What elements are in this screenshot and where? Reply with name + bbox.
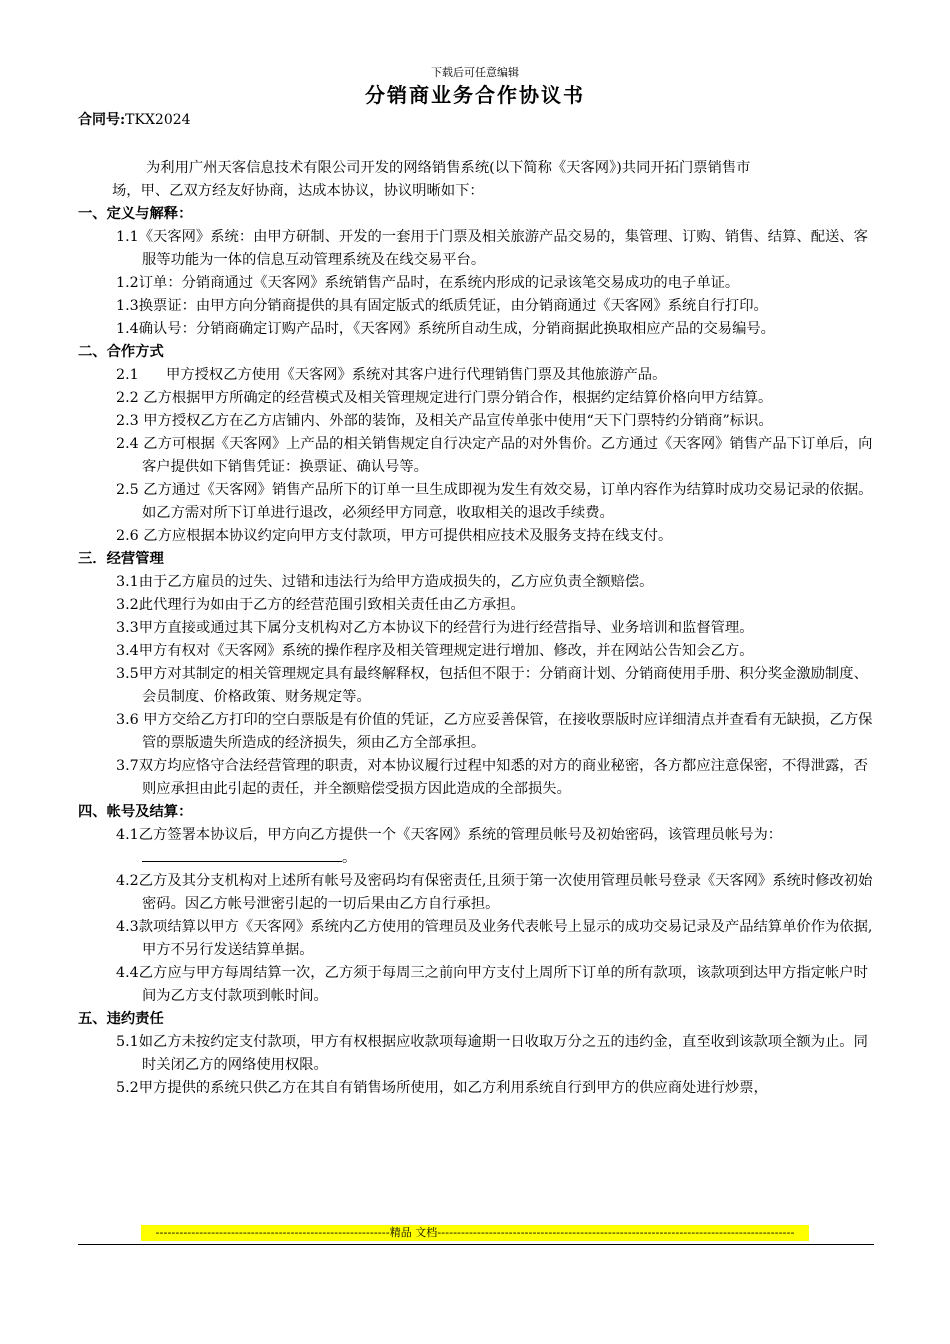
clause-number: 2.4 xyxy=(116,436,139,452)
clause xyxy=(78,916,878,962)
clause-text: 甲方交给乙方打印的空白票版是有价值的凭证，乙方应妥善保管，在接收票版时应详细清点并查看有无缺损，乙方保管的票版遗失所造成的经济损失，须由乙方全部承担。 xyxy=(138,712,873,751)
intro-paragraph xyxy=(78,157,878,203)
page-note: 下载后可任意编辑 xyxy=(431,66,519,79)
account-blank-line xyxy=(142,847,342,862)
clause-number: 1.1 xyxy=(116,229,139,245)
clause xyxy=(78,640,878,663)
section-heading: 四、帐号及结算： xyxy=(78,804,193,820)
clause-text: 甲方直接或通过其下属分支机构对乙方本协议下的经营行为进行经营指导、业务培训和监督管理。 xyxy=(138,620,754,636)
clause-number: 3.2 xyxy=(116,597,139,613)
clause-text: 换票证：由甲方向分销商提供的具有固定版式的纸质凭证，由分销商通过《天客网》系统自行打印。 xyxy=(138,298,768,314)
clause-text: 甲方对其制定的相关管理规定具有最终解释权，包括但不限于：分销商计划、分销商使用手册、积分奖金激励制度、会员制度、价格政策、财务规定等。 xyxy=(138,666,868,705)
clause-text: 《天客网》系统：由甲方研制、开发的一套用于门票及相关旅游产品交易的，集管理、订购、销售、结算、配送、客服等功能为一体的信息互动管理系统及在线交易平台。 xyxy=(138,229,868,268)
clause xyxy=(78,364,878,387)
clause-number: 3.5 xyxy=(116,666,139,682)
clause-number: 3.6 xyxy=(116,712,139,728)
intro-line-2: 场，甲、乙双方经友好协商，达成本协议，协议明晰如下： xyxy=(112,183,484,199)
clause xyxy=(78,272,878,295)
clause xyxy=(78,479,878,525)
clause xyxy=(78,295,878,318)
clause-number: 2.1 xyxy=(116,367,139,383)
clause-text: 乙方及其分支机构对上述所有帐号及密码均有保密责任,且须于第一次使用管理员帐号登录《天客网》系统时修改初始密码。因乙方帐号泄密引起的一切后果由乙方自行承担。 xyxy=(138,873,873,912)
clause-number: 2.3 xyxy=(116,413,139,429)
clause-text: 确认号：分销商确定订购产品时，《天客网》系统所自动生成，分销商据此换取相应产品的交易编号。 xyxy=(138,321,775,337)
clause-text: 订单：分销商通过《天客网》系统销售产品时，在系统内形成的记录该笔交易成功的电子单证。 xyxy=(138,275,740,291)
clause-number: 4.4 xyxy=(116,965,139,981)
clause-text: 此代理行为如由于乙方的经营范围引致相关责任由乙方承担。 xyxy=(138,597,525,613)
clause xyxy=(78,962,878,1008)
clause xyxy=(78,709,878,755)
clause-number: 1.3 xyxy=(116,298,139,314)
contract-number-value: TKX2024 xyxy=(125,112,191,128)
section-heading: 五、违约责任 xyxy=(78,1011,164,1027)
clause-number: 4.2 xyxy=(116,873,139,889)
clause xyxy=(78,410,878,433)
clause xyxy=(78,318,878,341)
clause-number: 4.3 xyxy=(116,919,139,935)
section-heading: 二、合作方式 xyxy=(78,344,164,360)
clause xyxy=(78,870,878,916)
clause xyxy=(78,387,878,410)
clause xyxy=(78,226,878,272)
clause xyxy=(78,617,878,640)
intro-line-1: 为利用广州天客信息技术有限公司开发的网络销售系统(以下简称《天客网》)共同开拓门票销售市 xyxy=(146,160,751,176)
clause xyxy=(78,571,878,594)
clause-number: 3.3 xyxy=(116,620,139,636)
clause xyxy=(78,1031,878,1077)
document-body xyxy=(78,157,878,1100)
clause-text: 甲方授权乙方在乙方店铺内、外部的装饰，及相关产品宣传单张中使用“天下门票特约分销商”标识。 xyxy=(138,413,773,429)
clause xyxy=(78,663,878,709)
clause xyxy=(78,525,878,548)
clause xyxy=(78,594,878,617)
clause xyxy=(78,755,878,801)
clause-text: 双方均应恪守合法经营管理的职责，对本协议履行过程中知悉的对方的商业秘密，各方都应注意保密，不得泄露，否则应承担由此引起的责任，并全额赔偿受损方因此造成的全部损失。 xyxy=(138,758,868,797)
contract-number-label: 合同号: xyxy=(78,112,126,128)
clause-number: 2.5 xyxy=(116,482,139,498)
clause-number: 3.1 xyxy=(116,574,139,590)
clause-number: 3.4 xyxy=(116,643,139,659)
section-heading: 一、定义与解释： xyxy=(78,206,193,222)
clause xyxy=(78,433,878,479)
clause-number: 1.2 xyxy=(116,275,139,291)
clause-text: 甲方提供的系统只供乙方在其自有销售场所使用，如乙方利用系统自行到甲方的供应商处进行炒票， xyxy=(138,1080,768,1096)
clause-text: 甲方有权对《天客网》系统的操作程序及相关管理规定进行增加、修改，并在网站公告知会乙方。 xyxy=(138,643,754,659)
clause-text: 甲方授权乙方使用《天客网》系统对其客户进行代理销售门票及其他旅游产品。 xyxy=(138,367,667,383)
contract-number xyxy=(78,110,191,130)
clause xyxy=(78,824,878,870)
clause-text: 乙方应根据本协议约定向甲方支付款项，甲方可提供相应技术及服务支持在线支付。 xyxy=(138,528,673,544)
clause xyxy=(78,1077,878,1100)
clause-text: 乙方签署本协议后，甲方向乙方提供一个《天客网》系统的管理员帐号及初始密码，该管理员帐号为： xyxy=(138,827,783,843)
footer-watermark-band: -----------------------------------------------------------精品 文档------------------------------------------------------------------------------------------ xyxy=(141,1225,809,1241)
footer-divider xyxy=(78,1244,874,1245)
clause-text: 由于乙方雇员的过失、过错和违法行为给甲方造成损失的，乙方应负责全额赔偿。 xyxy=(138,574,654,590)
clause-text: 款项结算以甲方《天客网》系统内乙方使用的管理员及业务代表帐号上显示的成功交易记录及产品结算单价作为依据,甲方不另行发送结算单据。 xyxy=(138,919,873,958)
clause-number: 2.2 xyxy=(116,390,139,406)
clause-number: 4.1 xyxy=(116,827,139,843)
clause-text: 如乙方未按约定支付款项，甲方有权根据应收款项每逾期一日收取万分之五的违约金，直至收到该款项全额为止。同时关闭乙方的网络使用权限。 xyxy=(138,1034,868,1073)
clause-text: 乙方应与甲方每周结算一次，乙方须于每周三之前向甲方支付上周所下订单的所有款项，该款项到达甲方指定帐户时间为乙方支付款项到帐时间。 xyxy=(138,965,868,1004)
clause-number: 2.6 xyxy=(116,528,139,544)
clause-text: 乙方通过《天客网》销售产品所下的订单一旦生成即视为发生有效交易，订单内容作为结算时成功交易记录的依据。如乙方需对所下订单进行退改，必须经甲方同意，收取相关的退改手续费。 xyxy=(138,482,873,521)
document-title: 分销商业务合作协议书 xyxy=(365,83,585,107)
clause-number: 1.4 xyxy=(116,321,139,337)
clause-tail: 。 xyxy=(342,850,357,866)
section-heading: 三．经营管理 xyxy=(78,551,164,567)
clause-text: 乙方根据甲方所确定的经营模式及相关管理规定进行门票分销合作，根据约定结算价格向甲方结算。 xyxy=(138,390,773,406)
clause-number: 3.7 xyxy=(116,758,139,774)
clause-number: 5.1 xyxy=(116,1034,139,1050)
clause-text: 乙方可根据《天客网》上产品的相关销售规定自行决定产品的对外售价。乙方通过《天客网》销售产品下订单后，向客户提供如下销售凭证：换票证、确认号等。 xyxy=(138,436,873,475)
clause-number: 5.2 xyxy=(116,1080,139,1096)
